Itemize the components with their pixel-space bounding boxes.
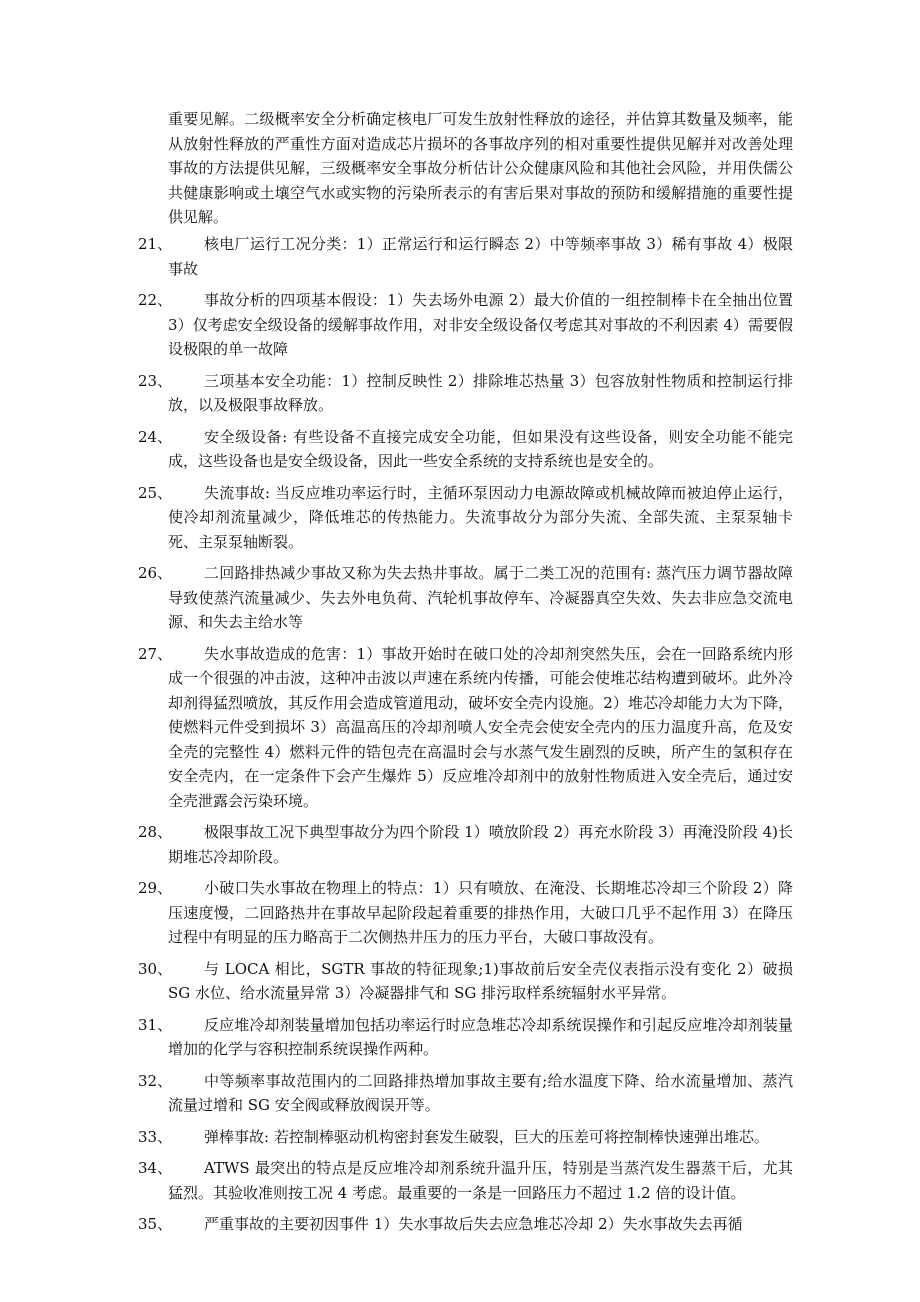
continued-paragraph: 重要见解。二级概率安全分析确定核电厂可发生放射性释放的途径，并估算其数量及频率，能从放射性释放的严重性方面对造成芯片损坏的各事故序列的相对重要性提供见解并对改善处理事故的方法提供见解，三级概率安全事故分析估计公众健康风险和其他社会风险，并用佚儒公共健康影响或土壤空气水或实物的污染所表示的有害后果对事故的预防和缓解措施的重要性提供见解。 bbox=[168, 110, 793, 226]
list-item-22 bbox=[0, 288, 920, 362]
item-number: 32、 bbox=[138, 1071, 173, 1090]
item-text: 小破口失水事故在物理上的特点：1）只有喷放、在淹没、长期堆芯冷却三个阶段 2）降压速度慢，二回路热井在事故早起阶段起着重要的排热作用，大破口几乎不起作用 3）在降压过程中有明显的压力略高于二次侧热井压力的压力平台，大破口事故没有。 bbox=[168, 879, 793, 946]
list-item-32 bbox=[0, 1069, 920, 1118]
list-item-24 bbox=[0, 425, 920, 474]
item-number: 27、 bbox=[138, 644, 173, 663]
list-item-34 bbox=[0, 1156, 920, 1205]
item-text: 安全级设备: 有些设备不直接完成安全功能，但如果没有这些设备，则安全功能不能完成，这些设备也是安全级设备，因此一些安全系统的支持系统也是安全的。 bbox=[168, 427, 793, 470]
item-number: 29、 bbox=[138, 879, 173, 897]
list-item-27 bbox=[0, 642, 920, 814]
item-text: ATWS 最突出的特点是反应堆冷却剂系统升温升压，特别是当蒸汽发生器蒸干后，尤其猛烈。其验收准则按工况 4 考虑。最重要的一条是一回路压力不超过 1.2 倍的设计值。 bbox=[168, 1159, 793, 1202]
item-text: 核电厂运行工况分类：1）正常运行和运行瞬态 2）中等频率事故 3）稀有事故 4）极限事故 bbox=[168, 235, 793, 278]
list-item-29 bbox=[0, 876, 920, 950]
list-item-26 bbox=[0, 561, 920, 635]
item-text: 极限事故工况下典型事故分为四个阶段 1）喷放阶段 2）再充水阶段 3）再淹没阶段 4)长期堆芯冷却阶段。 bbox=[168, 823, 793, 866]
list-item-31 bbox=[0, 1013, 920, 1062]
item-text: 严重事故的主要初因事件 1）失水事故后失去应急堆芯冷却 2）失水事故失去再循 bbox=[204, 1215, 743, 1233]
item-number: 25、 bbox=[138, 483, 173, 502]
item-number: 28、 bbox=[138, 823, 173, 841]
item-text: 事故分析的四项基本假设：1）失去场外电源 2）最大价值的一组控制棒卡在全抽出位置 3）仅考虑安全级设备的缓解事故作用，对非安全级设备仅考虑其对事故的不利因素 4）需要假设极限的单一故障 bbox=[168, 291, 793, 358]
item-number: 35、 bbox=[138, 1215, 173, 1233]
item-text: 二回路排热减少事故又称为失去热井事故。属于二类工况的范围有: 蒸汽压力调节器故障导致使蒸汽流量减少、失去外电负荷、汽轮机事故停车、冷凝器真空失效、失去非应急交流电源、和失去主给水等 bbox=[168, 564, 793, 631]
item-number: 24、 bbox=[138, 427, 173, 446]
list-item-28 bbox=[0, 820, 920, 869]
item-text: 弹棒事故: 若控制棒驱动机构密封套发生破裂，巨大的压差可将控制棒快速弹出堆芯。 bbox=[204, 1127, 769, 1146]
item-number: 33、 bbox=[138, 1127, 173, 1146]
item-number: 23、 bbox=[138, 371, 173, 390]
list-item-23 bbox=[0, 369, 920, 418]
item-text: 失水事故造成的危害：1）事故开始时在破口处的冷却剂突然失压，会在一回路系统内形成一个很强的冲击波，这种冲击波以声速在系统内传播，可能会使堆芯结构遭到破坏。此外冷却剂得猛烈喷放，其反作用会造成管道甩动，破坏安全壳内设施。2）堆芯冷却能力大为下降，使燃料元件受到损坏 3）高温高压的冷却剂喷人安全壳会使安全壳内的压力温度升高，危及安全壳的完整性 4）燃料元件的锆包壳在高温时会与水蒸气发生剧烈的反映，所产生的氢积存在安全壳内，在一定条件下会产生爆炸 5）反应堆冷却剂中的放射性物质进入安全壳后，通过安全壳泄露会污染环境。 bbox=[168, 644, 793, 810]
item-number: 21、 bbox=[138, 235, 173, 253]
item-text: 中等频率事故范围内的二回路排热增加事故主要有;给水温度下降、给水流量增加、蒸汽流量过增和 SG 安全阀或释放阀误开等。 bbox=[168, 1071, 793, 1114]
item-text: 三项基本安全功能：1）控制反映性 2）排除堆芯热量 3）包容放射性物质和控制运行排放，以及极限事故释放。 bbox=[168, 371, 793, 414]
list-item-33 bbox=[0, 1125, 920, 1150]
item-number: 31、 bbox=[138, 1015, 173, 1034]
item-number: 34、 bbox=[138, 1159, 173, 1177]
item-number: 26、 bbox=[138, 564, 173, 582]
item-text: 失流事故: 当反应堆功率运行时，主循环泵因动力电源故障或机械故障而被迫停止运行，使冷却剂流量减少，降低堆芯的传热能力。失流事故分为部分失流、全部失流、主泵泵轴卡死、主泵泵轴断裂。 bbox=[168, 483, 793, 551]
list-item-35 bbox=[0, 1212, 920, 1237]
numbered-list bbox=[0, 232, 920, 1244]
item-number: 30、 bbox=[138, 959, 173, 978]
item-text: 与 LOCA 相比，SGTR 事故的特征现象;1)事故前后安全壳仪表指示没有变化 2）破损 SG 水位、给水流量异常 3）冷凝器排气和 SG 排污取样系统辐射水平异常。 bbox=[168, 959, 793, 1002]
item-text: 反应堆冷却剂装量增加包括功率运行时应急堆芯冷却系统误操作和引起反应堆冷却剂装量增加的化学与容积控制系统误操作两种。 bbox=[168, 1015, 793, 1058]
list-item-25 bbox=[0, 481, 920, 555]
item-number: 22、 bbox=[138, 291, 173, 309]
list-item-30 bbox=[0, 957, 920, 1006]
list-item-21 bbox=[0, 232, 920, 281]
